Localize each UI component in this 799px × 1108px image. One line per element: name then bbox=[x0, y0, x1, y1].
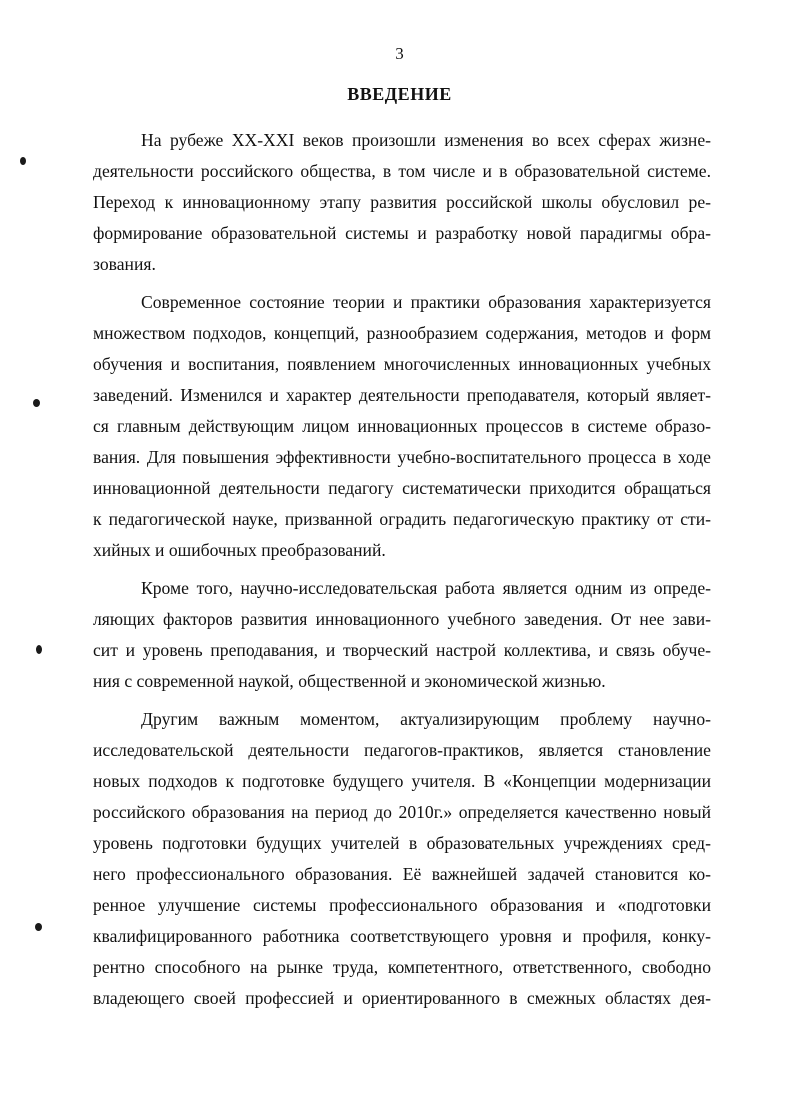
text-line: формирование образовательной системы и разработку новой парадигмы обра- bbox=[93, 223, 711, 243]
text-line: деятельности российского общества, в том числе и в образовательной системе. bbox=[93, 161, 711, 181]
section-heading: ВВЕДЕНИЕ bbox=[347, 84, 452, 104]
paragraph bbox=[93, 287, 711, 566]
text-line: российского образования на период до 2010г.» определяется качественно новый bbox=[93, 802, 711, 822]
scan-mark bbox=[33, 399, 40, 407]
text-line: ренное улучшение системы профессионального образования и «подготовки bbox=[93, 895, 711, 915]
paragraph bbox=[93, 704, 711, 1014]
page-number: 3 bbox=[395, 44, 404, 63]
text-line: уровень подготовки будущих учителей в образовательных учреждениях сред- bbox=[93, 833, 711, 853]
text-line: зования. bbox=[93, 254, 156, 274]
text-line: Кроме того, научно-исследовательская работа является одним из опреде- bbox=[141, 578, 711, 598]
text-line: На рубеже XX-XXI веков произошли изменения во всех сферах жизне- bbox=[141, 130, 711, 150]
text-line: Другим важным моментом, актуализирующим проблему научно- bbox=[141, 709, 711, 729]
text-line: обучения и воспитания, появлением многочисленных инновационных учебных bbox=[93, 354, 711, 374]
paragraph bbox=[93, 573, 711, 697]
body-text bbox=[93, 125, 711, 1021]
text-line: множеством подходов, концепций, разнообразием содержания, методов и форм bbox=[93, 323, 711, 343]
text-line: квалифицированного работника соответствующего уровня и профиля, конку- bbox=[93, 926, 711, 946]
scan-mark bbox=[20, 157, 26, 165]
text-line: ляющих факторов развития инновационного учебного заведения. От нее зави- bbox=[93, 609, 711, 629]
text-line: инновационной деятельности педагогу систематически приходится обращаться bbox=[93, 478, 711, 498]
paragraph bbox=[93, 125, 711, 280]
text-line: ния с современной наукой, общественной и экономической жизнью. bbox=[93, 671, 606, 691]
text-line: Переход к инновационному этапу развития российской школы обусловил ре- bbox=[93, 192, 711, 212]
text-line: хийных и ошибочных преобразований. bbox=[93, 540, 386, 560]
text-line: Современное состояние теории и практики образования характеризуется bbox=[141, 292, 711, 312]
text-line: ся главным действующим лицом инновационных процессов в системе образо- bbox=[93, 416, 711, 436]
text-line: вания. Для повышения эффективности учебно-воспитательного процесса в ходе bbox=[93, 447, 711, 467]
text-line: рентно способного на рынке труда, компетентного, ответственного, свободно bbox=[93, 957, 711, 977]
text-line: новых подходов к подготовке будущего учителя. В «Концепции модернизации bbox=[93, 771, 711, 791]
scan-mark bbox=[36, 645, 42, 654]
text-line: сит и уровень преподавания, и творческий настрой коллектива, и связь обуче- bbox=[93, 640, 711, 660]
text-line: него профессионального образования. Её важнейшей задачей становится ко- bbox=[93, 864, 711, 884]
text-line: владеющего своей профессией и ориентированного в смежных областях дея- bbox=[93, 988, 711, 1008]
scan-mark bbox=[35, 923, 42, 931]
text-line: к педагогической науке, призванной оградить педагогическую практику от сти- bbox=[93, 509, 711, 529]
text-line: исследовательской деятельности педагогов-практиков, является становление bbox=[93, 740, 711, 760]
text-line: заведений. Изменился и характер деятельности преподавателя, который являет- bbox=[93, 385, 711, 405]
